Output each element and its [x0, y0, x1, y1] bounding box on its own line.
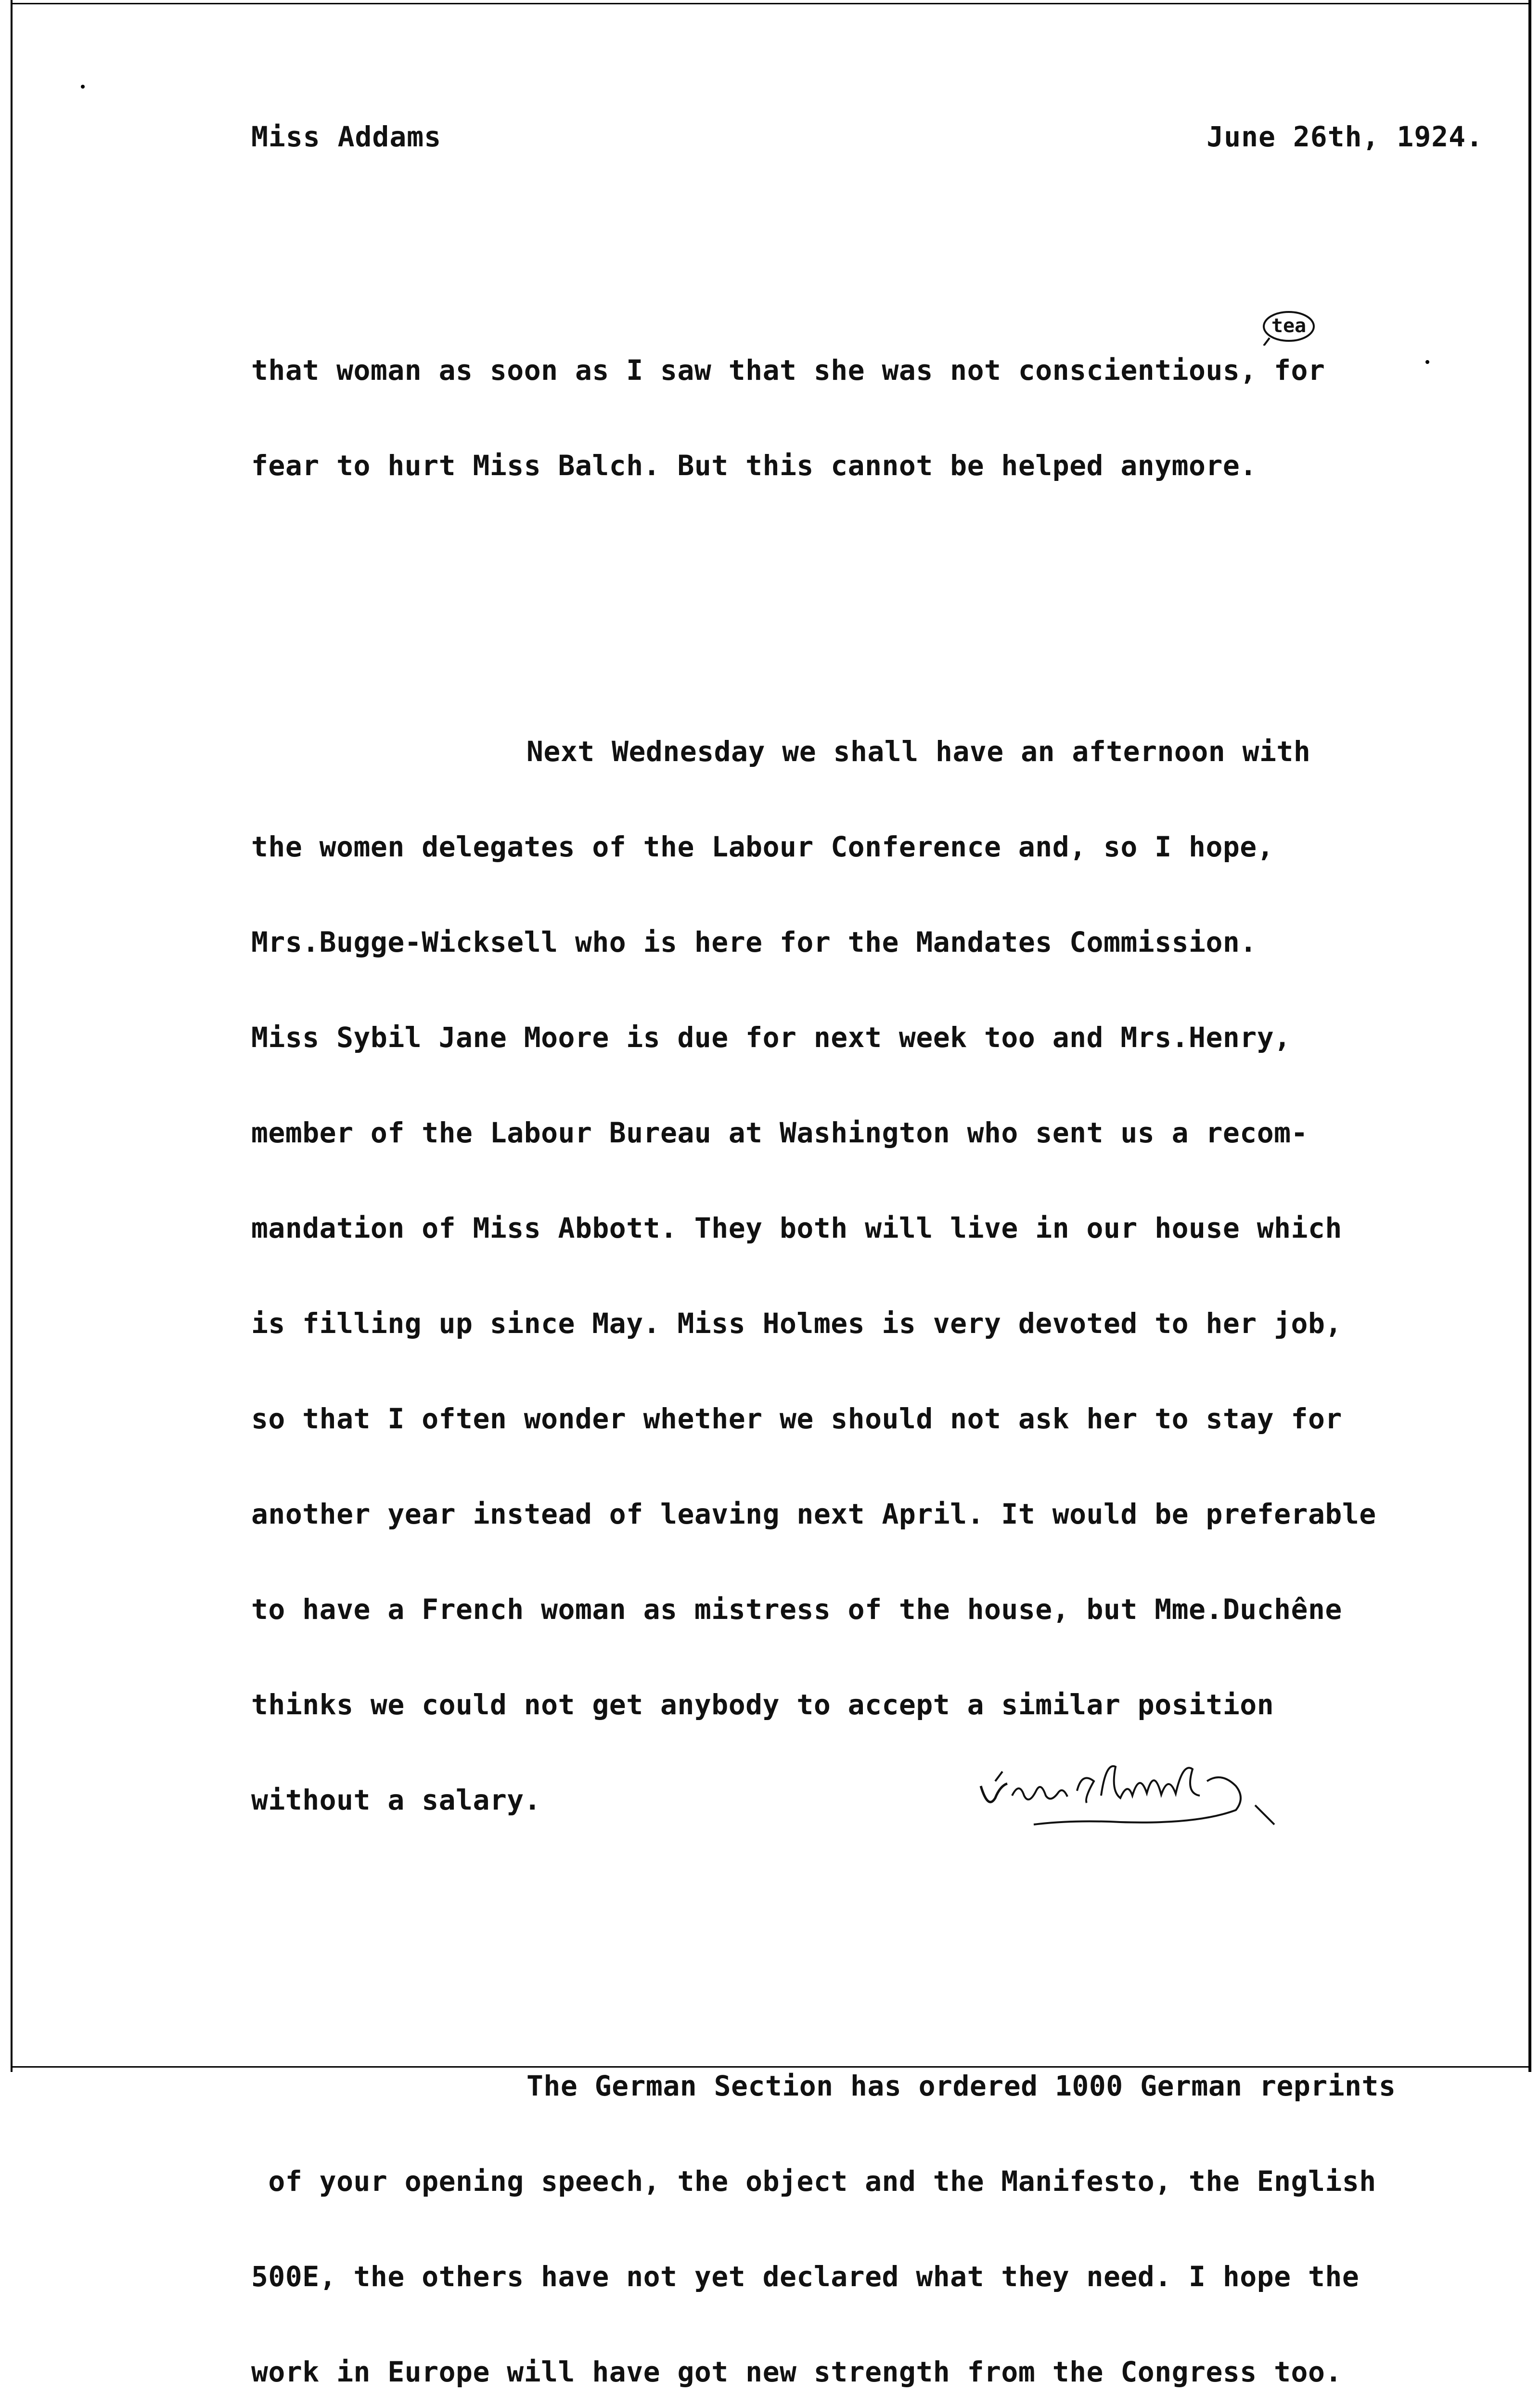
text-line-content: Next Wednesday we shall have an afternoon with — [526, 735, 1311, 768]
text-line: so that I often wonder whether we should not ask her to stay for — [251, 1402, 1342, 1435]
handwritten-insertion — [1260, 308, 1318, 346]
text-line: work in Europe will have got new strength from the Congress too. — [251, 2355, 1342, 2388]
insertion-caret — [1264, 338, 1270, 346]
text-line-content: The German Section has ordered 1000 German reprints — [526, 2070, 1396, 2102]
scan-border-right — [1528, 0, 1531, 2072]
text-line — [251, 2070, 1483, 2102]
text-line: member of the Labour Bureau at Washington who sent us a recom- — [251, 1116, 1308, 1149]
text-line: of your opening speech, the object and the Manifesto, the English — [251, 2165, 1376, 2198]
text-line: mandation of Miss Abbott. They both will live in our house which — [251, 1212, 1342, 1244]
text-line: without a salary. — [251, 1784, 541, 1816]
paragraph — [251, 2006, 1483, 2407]
text-line: the women delegates of the Labour Conference and, so I hope, — [251, 830, 1274, 863]
text-line: thinks we could not get anybody to accept a similar position — [251, 1688, 1274, 1721]
letter-header — [251, 112, 1483, 169]
letter-content — [251, 112, 1483, 2407]
text-line: fear to hurt Miss Balch. But this cannot be helped anymore. — [251, 449, 1257, 482]
text-line: Miss Sybil Jane Moore is due for next week too and Mrs.Henry, — [251, 1021, 1291, 1054]
text-line: 500E, the others have not yet declared what they need. I hope the — [251, 2260, 1360, 2293]
text-line: is filling up since May. Miss Holmes is very devoted to her job, — [251, 1307, 1342, 1340]
stray-mark — [81, 85, 85, 89]
scan-border-top — [11, 3, 1531, 4]
insertion-text: tea — [1271, 315, 1307, 337]
addressee: Miss Addams — [251, 120, 442, 153]
letter-date: June 26th, 1924. — [1206, 120, 1483, 153]
paragraph — [251, 672, 1483, 1879]
text-line: Mrs.Bugge-Wicksell who is here for the Mandates Commission. — [251, 926, 1257, 958]
text-line — [251, 736, 1483, 767]
text-line: another year instead of leaving next April. It would be preferable — [251, 1498, 1376, 1530]
scan-border-left — [11, 0, 13, 2072]
letter-body — [251, 227, 1483, 2407]
text-line: to have a French woman as mistress of the house, but Mme.Duchêne — [251, 1593, 1342, 1626]
text-line: that woman as soon as I saw that she was not conscientious, for — [251, 354, 1325, 387]
signature — [966, 1752, 1279, 1839]
